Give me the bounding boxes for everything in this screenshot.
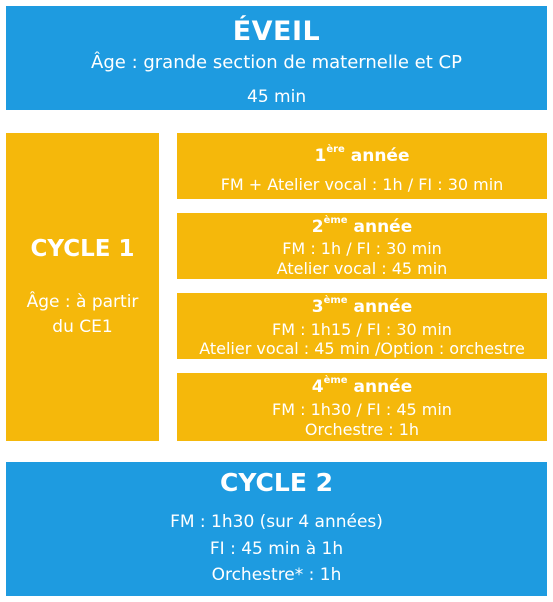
- year-3-suffix: ème: [323, 295, 348, 307]
- cycle2-line-1: FM : 1h30 (sur 4 années): [170, 512, 383, 532]
- year-1-block: [177, 133, 547, 199]
- year-4-block: [177, 373, 547, 441]
- year-3-number: 3: [311, 297, 324, 317]
- year-3-word: année: [353, 297, 413, 317]
- year-3-line-1: FM : 1h15 / FI : 30 min: [272, 320, 452, 339]
- year-2-block: [177, 213, 547, 279]
- cycle1-age-line1: Âge : à partir: [26, 292, 139, 312]
- eveil-block: [6, 6, 547, 110]
- cycle2-block: [6, 462, 547, 596]
- year-1-word: année: [350, 146, 410, 166]
- year-1-number: 1: [314, 146, 327, 166]
- year-1-heading: [177, 146, 547, 166]
- cycle1-block: [6, 133, 159, 441]
- year-2-line-2: Atelier vocal : 45 min: [276, 259, 448, 278]
- year-2-word: année: [353, 217, 413, 237]
- year-2-heading: [177, 217, 547, 237]
- year-2-number: 2: [311, 217, 324, 237]
- eveil-age: Âge : grande section de maternelle et CP: [91, 52, 462, 73]
- year-4-line-2: Orchestre : 1h: [304, 420, 420, 439]
- year-4-word: année: [353, 377, 413, 397]
- year-4-number: 4: [311, 377, 324, 397]
- eveil-title: ÉVEIL: [232, 16, 321, 47]
- eveil-duration: 45 min: [247, 87, 307, 107]
- cycle1-age: [6, 290, 159, 340]
- cycle1-age-line2: du CE1: [52, 317, 113, 337]
- year-1-line-1: FM + Atelier vocal : 1h / FI : 30 min: [220, 175, 504, 194]
- year-4-heading: [177, 377, 547, 397]
- year-3-line-2: Atelier vocal : 45 min /Option : orchestre: [199, 339, 525, 358]
- year-4-suffix: ème: [323, 375, 348, 387]
- cycle2-line-2: FI : 45 min à 1h: [209, 539, 344, 559]
- cycle1-title: CYCLE 1: [30, 236, 135, 262]
- year-3-heading: [177, 297, 547, 317]
- year-4-line-1: FM : 1h30 / FI : 45 min: [272, 400, 452, 419]
- cycle2-title: CYCLE 2: [219, 468, 333, 497]
- year-2-suffix: ème: [323, 215, 348, 227]
- cycle2-line-3: Orchestre* : 1h: [211, 565, 342, 585]
- year-1-suffix: ère: [326, 144, 345, 156]
- year-2-line-1: FM : 1h / FI : 30 min: [282, 239, 442, 258]
- year-3-block: [177, 293, 547, 359]
